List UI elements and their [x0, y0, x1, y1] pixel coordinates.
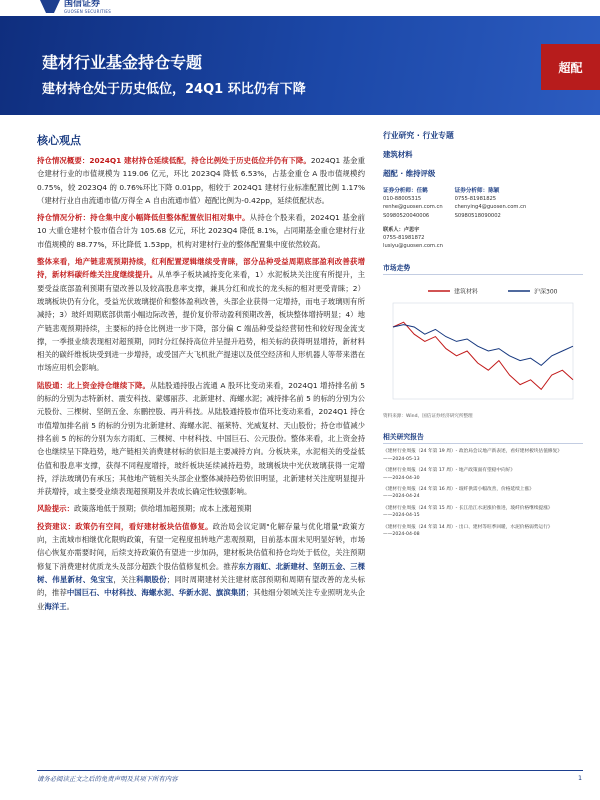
logo-cn: 国信证券 — [64, 0, 101, 9]
summary-text: 从单季子板块减持变化来看，1）水泥板块关注度有所提升，主要受益底部盈利预期有望改善以及较高股息率支撑，兼具分红和成长的龙头标的相对更受青睐；2）玻璃板块仍有分化，受益光伏玻璃提价和整体盈利改善，头部企业获得一定增持，而电子玻璃则有所减持；3）玻纤周期底部供需小幅边际改善，提价复价带动盈利预期改善，板块整体增持明显；4）地产链悲观预期持续，主要标的持仓比例进一步下降，部分偏 C 端品种受益经营韧性和较好现金流支撑，一季报业绩表现相对超预期，同时分红保持高位并呈提升趋势，相关标的获得明显增持，新材料相关的碳纤维板块受到进一步增持，或受国产大飞机批产提速以及低空经济和人形机器人等带来潜在市场应用机会影响。 — [37, 270, 365, 373]
recommend-cyclical: 中国巨石、中材科技、海螺水泥、华新水泥、旗滨集团 — [66, 588, 246, 598]
logo-mark-icon — [40, 0, 60, 13]
investment-text-4: ；其他细分领域关注专业照明龙头企业 — [37, 588, 365, 611]
analyst-1-email[interactable]: renhe@guosen.com.cn — [383, 204, 443, 211]
recommend-consumer: 东方雨虹、北新建材、坚朗五金、三棵树、伟星新材、兔宝宝 — [37, 561, 365, 584]
series-line-0 — [393, 323, 573, 390]
analyst-1-title: 证券分析师：任鹤 — [383, 188, 428, 194]
industry-label: 行业研究 · 行业专题 — [383, 131, 454, 140]
investment-text-5: 。 — [66, 601, 74, 611]
analyst-1 — [383, 187, 443, 220]
market-trend-chart — [383, 281, 583, 411]
legend-label-0: 建筑材料 — [454, 288, 479, 296]
contact-phone: 0755-81981872 — [383, 235, 425, 242]
contact-title: 联系人：卢思宇 — [383, 226, 420, 233]
analyst-2-phone: 0755-81981825 — [454, 196, 497, 203]
title-banner — [0, 16, 600, 115]
overview-text: 2024Q1 基金重仓建材行业的市值规模为 119.06 亿元，环比 2023Q4 降低 6.53%，占基金重仓 A 股市值规模约 0.75%，较 2023Q4 的 0.76%环比下降 0.01pp，相较于 2024Q1 建材行业标准配置比例 1.17%（建材行业自由流通市值/万得全 A 自由流通市值）超配比例为-0.42pp，延续低配状态。 — [37, 156, 365, 205]
related-report[interactable]: 《建材行业周报（24 年第 19 周）- 政治局会议地产新表述，看好建材板块估值修复》 ——2024-05-13 — [383, 449, 562, 462]
core-view-title: 核心观点 — [37, 134, 81, 147]
analyst-2-email[interactable]: chenying4@guosen.com.cn — [454, 204, 527, 211]
footer-disclaimer: 请务必阅读正文之后的免责声明及其项下所有内容 — [37, 775, 178, 783]
related-report[interactable]: 《建材行业周报（24 年第 14 周）- 出口、建材等旺季回暖，水泥价格弱势运行》 ——2024-04-08 — [383, 524, 553, 538]
related-report[interactable]: 《建材行业周报（24 年第 16 周）- 玻纤供需小幅改善，价格延续上涨》 ——2024-04-24 — [383, 487, 534, 500]
logo-en: GUOSEN SECURITIES — [64, 9, 112, 14]
analysis-text: 从持仓个股来看，2024Q1 基金前 10 大重仓建材个股市值合计为 105.68 亿元，环比 2023Q4 降低 8.1%，占同期基金重仓建材行业市值规模的 88.77%，环比降低 1.53pp，机构对建材行业的整体配置集中度依然较高。 — [37, 213, 365, 249]
paragraph-investment — [37, 520, 365, 613]
paragraph-risk — [37, 502, 365, 515]
paragraph-summary — [37, 255, 365, 375]
risk-text: 政策落地低于预期；供给增加超预期；成本上涨超预期 — [73, 504, 252, 514]
sidebar — [383, 130, 583, 542]
risk-keyword: 风险提示： — [37, 504, 74, 514]
main-column — [37, 154, 365, 617]
paragraph-northbound — [37, 379, 365, 499]
series-line-1 — [393, 325, 573, 366]
northbound-keyword: 陆股通：北上资金持仓继续下降。 — [37, 380, 151, 390]
investment-text-2: ，关注 — [113, 574, 137, 584]
analyst-block — [383, 187, 583, 220]
recommend-watch: 科顺股份 — [136, 574, 167, 584]
contact-email[interactable]: lusiyu@guosen.com.cn — [383, 243, 443, 250]
chart-source: 资料来源：Wind、国信证券经济研究所整理 — [383, 414, 473, 420]
northbound-text: 从陆股通持股占流通 A 股环比变动来看，2024Q1 增持排名前 5 的标的分别为志特新材、震安科技、蒙娜丽莎、北新建材、海螺水泥；减持排名前 5 的标的分别为公元股份、三棵树、坚朗五金、东鹏控股、再升科技。从陆股通持股市值环比变动来看，2024Q1 持仓市值增加排名前 5 的标的分别为北新建材、海螺水泥、福莱特、光威复材、天山股份；持仓市值减少排名前 5 的标的分别为东方雨虹、三棵树、中材科技、中国巨石、公元股份。整体来看，北上资金持仓也继续呈下降趋势，地产链相关消费建材标的依旧是主要减持方向。分板块来，水泥相关的受益低估值和股息率支撑，获得不同程度增持，玻纤板块延续减持趋势，玻璃板块中光伏玻璃获得一定增持，浮法玻璃仍有承压；其他地产链相关头部企业整体减持趋势依旧明显，北新建材关注度明显提升并获增持，或主要受业绩表现超预期及并表成长确定性较强影响。 — [37, 380, 365, 497]
rating-label: 超配 · 维持评级 — [383, 169, 436, 178]
analyst-1-cert: S0980520040006 — [383, 212, 430, 219]
analyst-2-title: 证券分析师：陈颖 — [454, 188, 500, 194]
company-logo — [40, 0, 111, 16]
overview-keyword: 持仓情况概要：2024Q1 建材持仓延续低配，持仓比例处于历史低位并仍有下降。 — [37, 156, 311, 165]
analyst-2-cert: S0980518090002 — [454, 212, 501, 219]
page-number: 1 — [578, 774, 583, 782]
report-subtitle: 建材持仓处于历史低位，24Q1 环比仍有下降 — [42, 82, 306, 97]
analysis-keyword: 持仓情况分析：持仓集中度小幅降低但整体配置依旧相对集中。 — [37, 213, 250, 223]
investment-text-3: ；同时周期建材关注建材底部预期和周期有望改善的龙头标的，推荐 — [37, 574, 365, 598]
analyst-2 — [455, 187, 527, 220]
related-report[interactable]: 《建材行业周报（24 年第 15 周）- 长江沿江水泥涨价推进，玻纤价格继续提涨》 ——2024-04-15 — [383, 505, 553, 519]
paragraph-overview — [37, 154, 365, 207]
sector-label: 建筑材料 — [383, 150, 413, 159]
rating-tag: 超配 — [541, 44, 600, 90]
market-trend-header: 市场走势 — [383, 262, 583, 275]
related-reports-header: 相关研究报告 — [383, 431, 583, 444]
legend-label-1: 沪深300 — [534, 288, 558, 296]
related-report[interactable]: 《建材行业周报（24 年第 17 周）- 地产政策面有望稳中向好》 ——2024-04-30 — [383, 468, 516, 481]
paragraph-analysis — [37, 211, 365, 251]
related-reports-list — [383, 448, 583, 538]
report-title: 建材行业基金持仓专题 — [42, 53, 203, 72]
trend-chart-svg — [383, 281, 583, 411]
chart-frame — [393, 303, 573, 399]
summary-keyword: 整体来看，地产链悲观预期持续，红利配置逻辑继续受青睐，部分品种受益周期底部盈利改善获增持，新材料碳纤维关注度继续提升。 — [37, 257, 365, 280]
investment-keyword: 投资建议：政策仍有空间，看好建材板块估值修复。 — [37, 521, 213, 531]
investment-text: 政治局会议定调"化解存量与优化增量"政策方向，主流城市相继优化限购政策，有望一定程度扭转地产悲观预期，目前基本面未见明显好转，市场信心恢复亦需要时间，后续支持政策仍有望进一步加码，建材板块估值和持仓均处于低位，关注预期修复下消费建材优质龙头及部分超跌个股估值修复机会。推荐 — [37, 521, 365, 571]
footer-divider — [37, 770, 583, 771]
recommend-lighting: 海洋王 — [44, 601, 67, 611]
contact-block — [383, 226, 583, 251]
analyst-1-phone: 010-88005315 — [383, 196, 422, 203]
